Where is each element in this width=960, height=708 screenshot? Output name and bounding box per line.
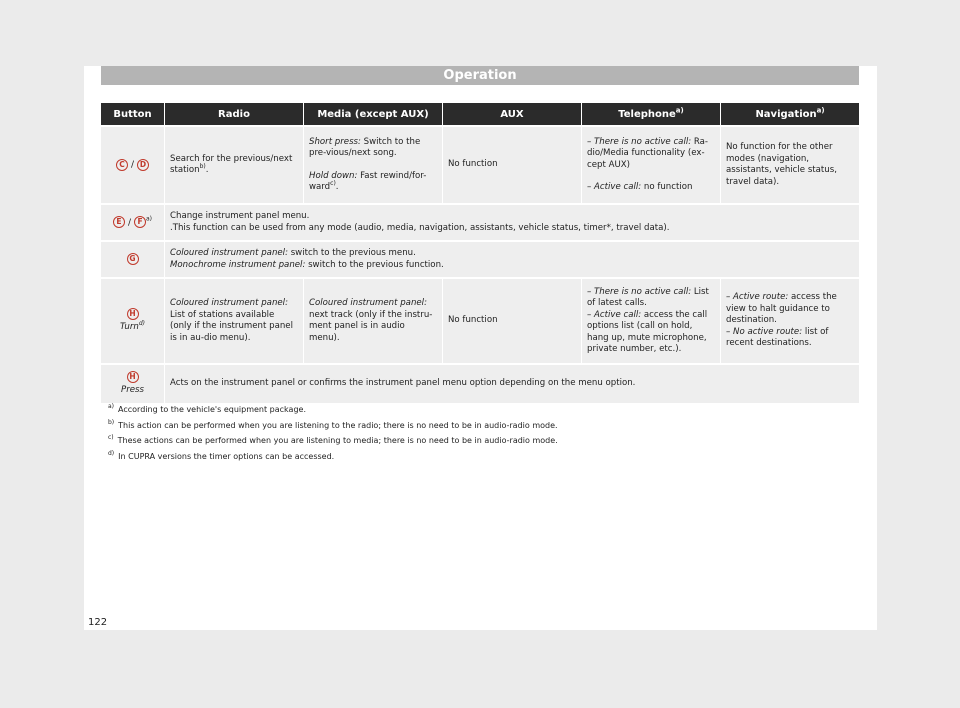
control-key-c: C: [116, 159, 128, 171]
key-caption: Press: [121, 385, 144, 395]
manual-page: [84, 66, 877, 630]
table-row: [101, 127, 859, 203]
footnote: $^{a)}$ According to the vehicle's equipment package.: [108, 403, 306, 414]
control-key-d: D: [137, 159, 149, 171]
description-cell: Change instrument panel menu. .This function can be used from any mode (audio, media, navigation, assistants, vehicle status, timer*, travel data).: [164, 205, 859, 240]
aux-cell: No function: [442, 279, 581, 363]
button-cell: [101, 242, 164, 277]
media-cell: Coloured instrument panel: next track (only if the instru-ment panel is in audio menu).: [303, 279, 442, 363]
button-cell: [101, 279, 164, 363]
header-telephone: Telephone$^{a)}$: [581, 103, 720, 125]
page-number: 122: [88, 617, 108, 628]
aux-cell: No function: [442, 127, 581, 203]
section-title: Operation: [101, 66, 859, 85]
table-row: [101, 279, 859, 363]
navigation-cell: – Active route: access the view to halt guidance to destination. – No active route: list of recent destinations.: [720, 279, 859, 363]
navigation-cell: No function for the other modes (navigation, assistants, vehicle status, travel data).: [720, 127, 859, 203]
table-row: [101, 242, 859, 277]
table-row: [101, 365, 859, 403]
table-header-row: [101, 103, 859, 125]
key-caption: Turn$^{d)}$: [120, 320, 145, 333]
operation-table: [101, 101, 859, 405]
header-media: Media (except AUX): [303, 103, 442, 125]
footnote-ref: a): [816, 106, 825, 115]
media-cell: Short press: Switch to the pre-vious/next song. Hold down: Fast rewind/for-ward$^{c)}$.: [303, 127, 442, 203]
control-key-g: G: [127, 253, 139, 265]
header-aux: AUX: [442, 103, 581, 125]
telephone-cell: – There is no active call: List of latest calls. – Active call: access the call options list (call on hold, hang up, mute microphone, private number, etc.).: [581, 279, 720, 363]
footnote: $^{c)}$ These actions can be performed when you are listening to media; there is no need to be in audio-radio mode.: [108, 434, 558, 445]
header-button: Button: [101, 103, 164, 125]
radio-cell: Search for the previous/next station$^{b)}$.: [164, 127, 303, 203]
button-cell: C / D: [101, 127, 164, 203]
header-navigation: Navigation$^{a)}$: [720, 103, 859, 125]
description-cell: Coloured instrument panel: switch to the previous menu. Monochrome instrument panel: switch to the previous function.: [164, 242, 859, 277]
telephone-cell: – There is no active call: Ra-dio/Media functionality (ex-cept AUX) – Active call: no function: [581, 127, 720, 203]
control-key-h: H: [127, 308, 139, 320]
table-row: [101, 205, 859, 240]
header-radio: Radio: [164, 103, 303, 125]
radio-cell: Coloured instrument panel: List of stations available (only if the instrument panel is in au-dio menu).: [164, 279, 303, 363]
footnotes: [108, 405, 858, 467]
footnote: $^{b)}$ This action can be performed when you are listening to the radio; there is no need to be in audio-radio mode.: [108, 418, 558, 430]
control-key-f: F: [134, 216, 146, 228]
control-key-h: H: [127, 371, 139, 383]
description-cell: Acts on the instrument panel or confirms the instrument panel menu option depending on the menu option.: [164, 365, 859, 403]
control-key-e: E: [113, 216, 125, 228]
footnote: $^{d)}$ In CUPRA versions the timer options can be accessed.: [108, 449, 335, 461]
button-cell: [101, 365, 164, 403]
button-cell: E / F $^{a)}$: [101, 205, 164, 240]
footnote-ref: a): [675, 106, 684, 115]
